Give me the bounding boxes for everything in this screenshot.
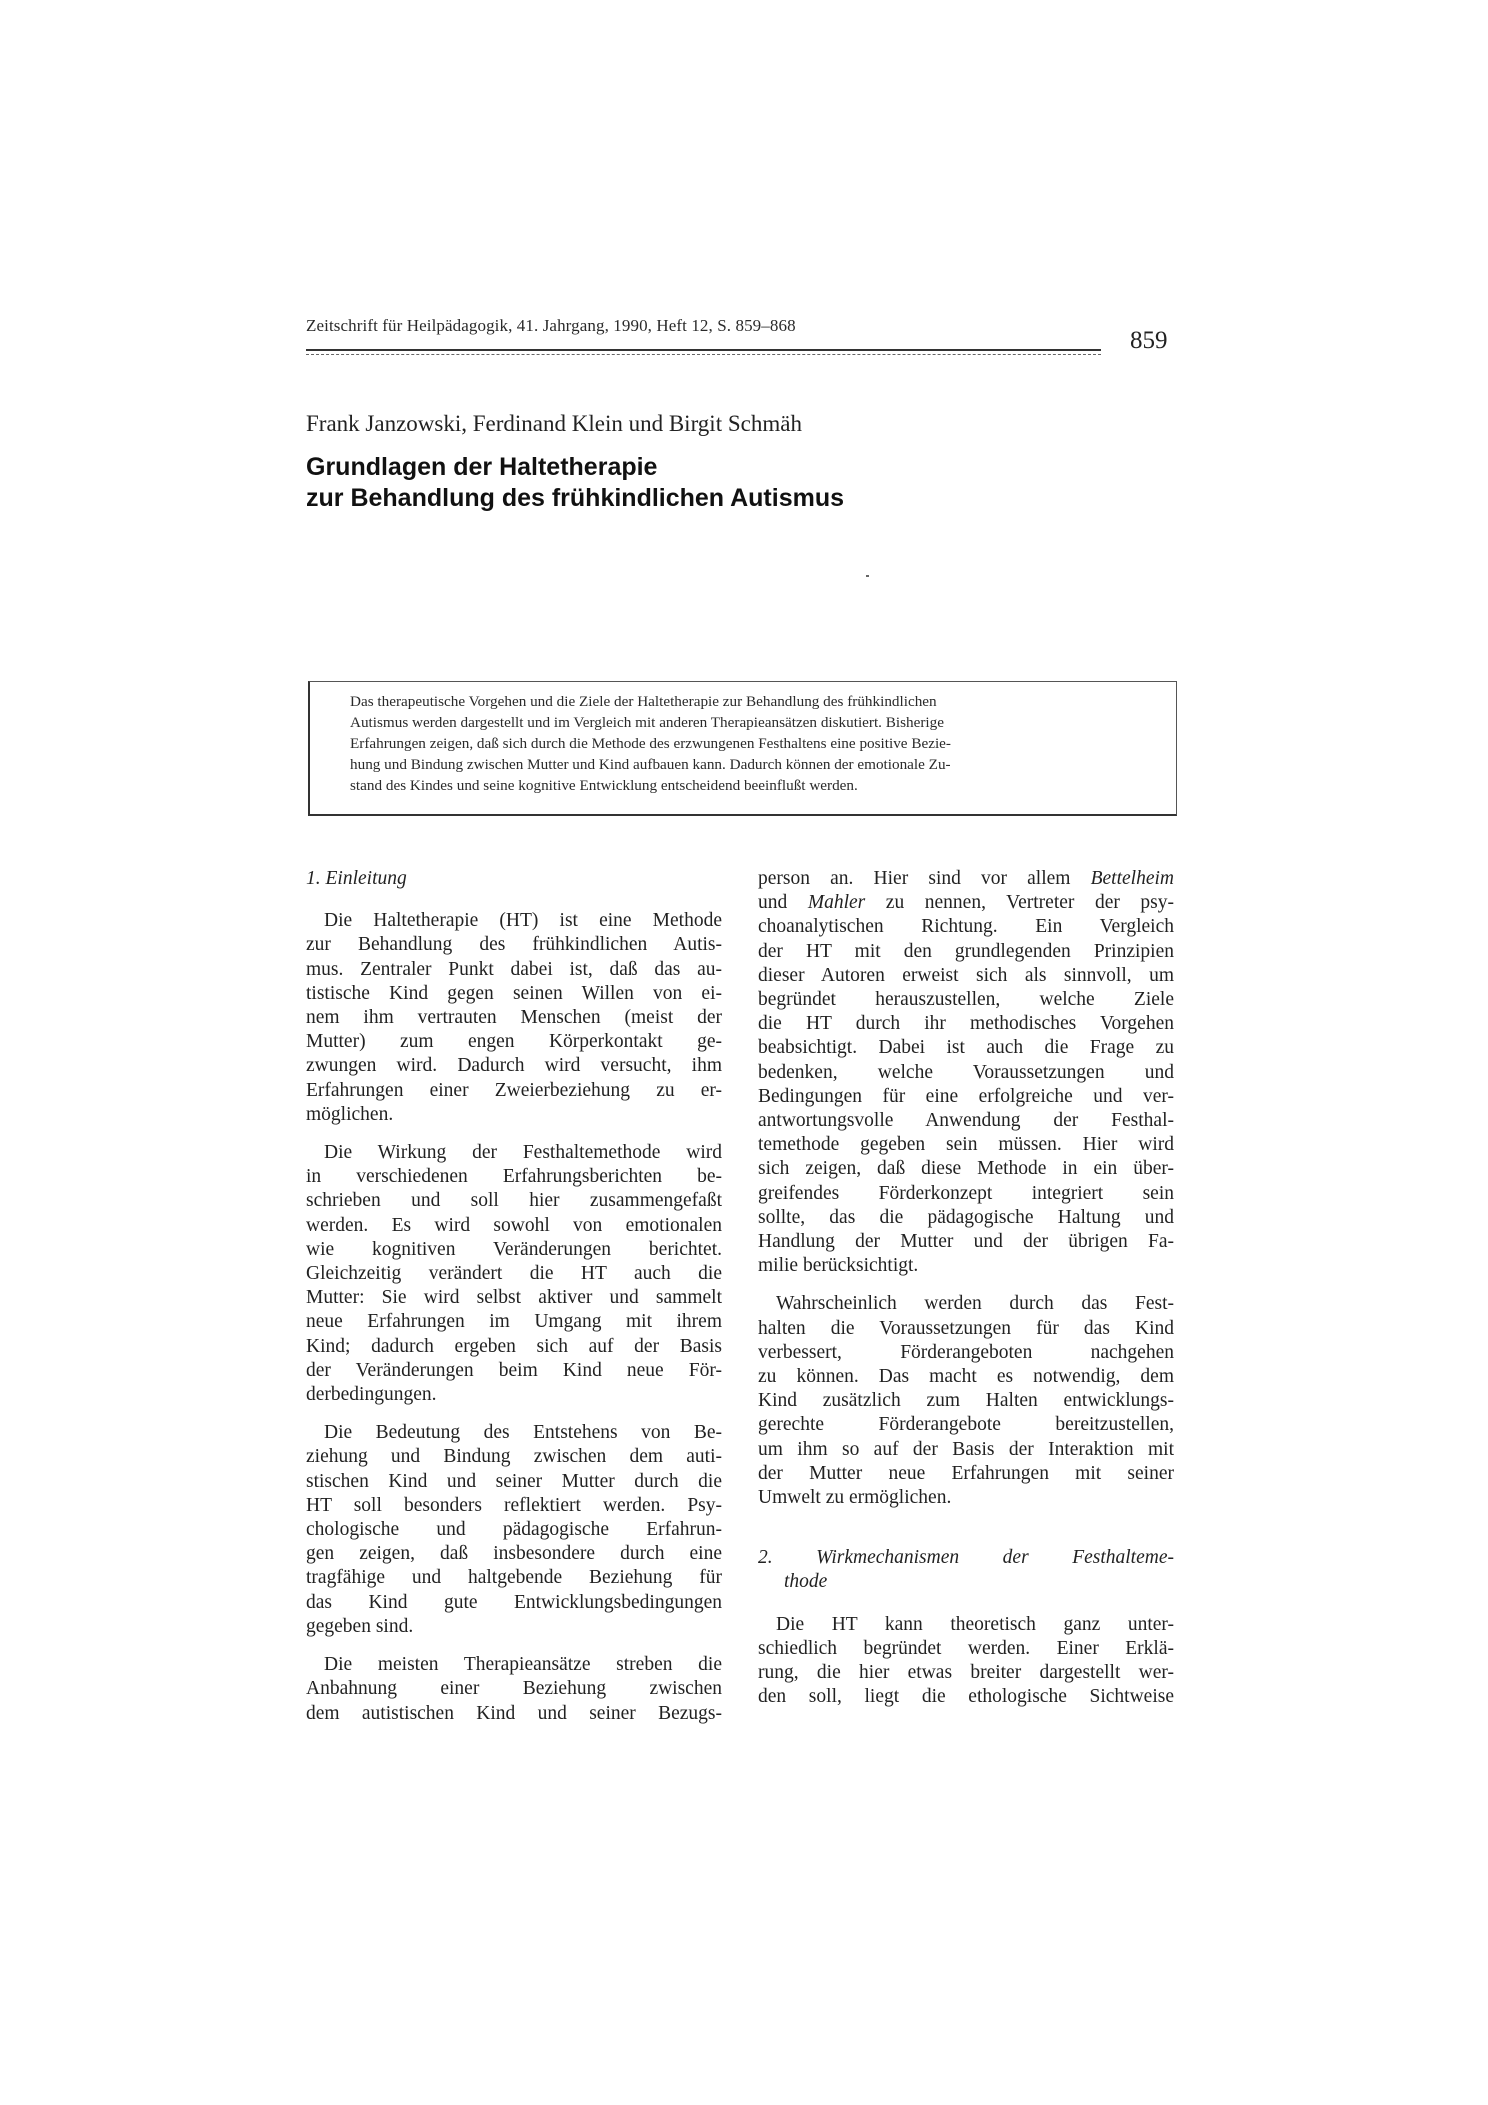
- text-line: nem ihm vertrauten Menschen (meist der: [306, 1007, 722, 1029]
- text-line: antwortungsvolle Anwendung der Festhal-: [758, 1110, 1174, 1132]
- abstract-line: hung und Bindung zwischen Mutter und Kind aufbauen kann. Dadurch können der emotionale Zu-: [350, 756, 951, 773]
- text-line: Wahrscheinlich werden durch das Fest-: [776, 1293, 1174, 1315]
- text-line: dem autistischen Kind und seiner Bezugs-: [306, 1702, 722, 1724]
- text-line: zu können. Das macht es notwendig, dem: [758, 1366, 1174, 1388]
- paragraph: [306, 1421, 722, 1639]
- author-name-mahler: Mahler: [807, 892, 866, 914]
- text-line: Die Wirkung der Festhaltemethode wird: [324, 1142, 722, 1164]
- text-line: greifendes Förderkonzept integriert sein: [758, 1182, 1174, 1204]
- text-line: [758, 867, 1174, 891]
- text-fragment: person an. Hier sind vor allem: [758, 868, 1091, 889]
- journal-reference: Zeitschrift für Heilpädagogik, 41. Jahrgang, 1990, Heft 12, S. 859–868: [306, 316, 796, 335]
- text-line: das Kind gute Entwicklungsbedingungen: [306, 1591, 722, 1613]
- text-line: Anbahnung einer Beziehung zwischen: [306, 1678, 722, 1700]
- text-line: Bedingungen für eine erfolgreiche und ver-: [758, 1085, 1174, 1107]
- text-fragment: und: [758, 892, 808, 914]
- text-line: [758, 891, 1174, 915]
- text-line: beabsichtigt. Dabei ist auch die Frage zu: [758, 1037, 1174, 1059]
- paragraph: [306, 909, 722, 1127]
- text-line: der Veränderungen beim Kind neue För-: [306, 1359, 722, 1381]
- text-line: Kind zusätzlich zum Halten entwicklungs-: [758, 1390, 1174, 1412]
- text-line: ziehung und Bindung zwischen dem auti-: [306, 1446, 722, 1468]
- text-line: gegeben sind.: [306, 1615, 414, 1637]
- text-line: choanalytischen Richtung. Ein Vergleich: [758, 916, 1174, 938]
- text-line: Erfahrungen einer Zweierbeziehung zu er-: [306, 1079, 722, 1101]
- author-name-bettelheim: Bettelheim: [1090, 868, 1174, 889]
- article-title: [306, 452, 1206, 514]
- text-line: chologische und pädagogische Erfahrun-: [306, 1519, 722, 1541]
- text-line: sich zeigen, daß diese Methode in ein über-: [758, 1158, 1174, 1180]
- text-line: dieser Autoren erweist sich als sinnvoll, um: [758, 964, 1174, 986]
- paragraph: [306, 1653, 722, 1726]
- heading-line: 2. Wirkmechanismen der Festhalteme-: [758, 1547, 1174, 1569]
- text-line: halten die Voraussetzungen für das Kind: [758, 1317, 1174, 1339]
- text-line: zur Behandlung des frühkindlichen Autis-: [306, 934, 722, 956]
- spacer: [758, 1524, 1174, 1546]
- title-line: zur Behandlung des frühkindlichen Autismus: [306, 484, 845, 512]
- text-line: zwungen wird. Dadurch wird versucht, ihm: [306, 1055, 722, 1077]
- text-line: verbessert, Förderangeboten nachgehen: [758, 1341, 1174, 1363]
- abstract-line: Das therapeutische Vorgehen und die Ziele der Haltetherapie zur Behandlung des frühkindlichen: [350, 693, 937, 710]
- text-line: Die HT kann theoretisch ganz unter-: [776, 1613, 1174, 1635]
- text-line: möglichen.: [306, 1103, 394, 1125]
- heading-line: 1. Einleitung: [306, 868, 407, 889]
- text-line: schiedlich begründet werden. Einer Erklä-: [758, 1637, 1174, 1659]
- text-line: derbedingungen.: [306, 1384, 437, 1406]
- left-column: [306, 867, 722, 1740]
- text-line: temethode gegeben sein müssen. Hier wird: [758, 1134, 1174, 1156]
- section-heading-einleitung: [306, 867, 722, 891]
- text-line: Umwelt zu ermöglichen.: [758, 1487, 952, 1509]
- text-line: HT soll besonders reflektiert werden. Psy-: [306, 1494, 722, 1516]
- text-line: sollte, das die pädagogische Haltung und: [758, 1206, 1174, 1228]
- text-line: tragfähige und haltgebende Beziehung für: [306, 1567, 722, 1589]
- text-line: neue Erfahrungen im Umgang mit ihrem: [306, 1311, 722, 1333]
- text-fragment: zu nennen, Vertreter der psy-: [865, 892, 1175, 914]
- text-line: schrieben und soll hier zusammengefaßt: [306, 1190, 722, 1212]
- text-line: mus. Zentraler Punkt dabei ist, daß das au-: [306, 958, 722, 980]
- text-line: Die Haltetherapie (HT) ist eine Methode: [324, 910, 722, 932]
- print-speck: [866, 575, 869, 577]
- section-heading-wirkmechanismen: [758, 1546, 1174, 1594]
- text-line: gen zeigen, daß insbesondere durch eine: [306, 1543, 722, 1565]
- title-line: Grundlagen der Haltetherapie: [306, 453, 658, 481]
- page-number: 859: [1130, 327, 1168, 354]
- text-line: tistische Kind gegen seinen Willen von ei-: [306, 982, 722, 1004]
- text-line: den soll, liegt die ethologische Sichtweise: [758, 1686, 1174, 1708]
- text-line: gerechte Förderangebote bereitzustellen,: [758, 1414, 1174, 1436]
- paragraph: [758, 1613, 1174, 1710]
- text-line: stischen Kind und seiner Mutter durch die: [306, 1470, 722, 1492]
- header-rule-secondary: [306, 354, 1101, 355]
- text-line: milie berücksichtigt.: [758, 1255, 919, 1277]
- text-line: in verschiedenen Erfahrungsberichten be-: [306, 1166, 722, 1188]
- abstract-line: Autismus werden dargestellt und im Vergleich mit anderen Therapieansätzen diskutiert. Bisherige: [350, 714, 944, 731]
- text-line: Mutter: Sie wird selbst aktiver und sammelt: [306, 1287, 722, 1309]
- text-line: Die Bedeutung des Entstehens von Be-: [324, 1422, 722, 1444]
- text-line: wie kognitiven Veränderungen berichtet.: [306, 1238, 722, 1260]
- abstract-line: stand des Kindes und seine kognitive Entwicklung entscheidend beeinflußt werden.: [350, 777, 858, 794]
- paragraph: [758, 1292, 1174, 1510]
- text-line: der Mutter neue Erfahrungen mit seiner: [758, 1462, 1174, 1484]
- right-column: [758, 867, 1174, 1724]
- article-authors: Frank Janzowski, Ferdinand Klein und Birgit Schmäh: [306, 411, 802, 436]
- text-line: Kind; dadurch ergeben sich auf der Basis: [306, 1335, 722, 1357]
- paragraph: [306, 1141, 722, 1407]
- abstract-line: Erfahrungen zeigen, daß sich durch die Methode des erzwungenen Festhaltens eine positive Bezie-: [350, 735, 951, 752]
- text-line: die HT durch ihr methodisches Vorgehen: [758, 1013, 1174, 1035]
- text-line: um ihm so auf der Basis der Interaktion mit: [758, 1438, 1174, 1460]
- text-line: Handlung der Mutter und der übrigen Fa-: [758, 1231, 1174, 1253]
- header-rule: [306, 349, 1101, 351]
- text-line: Gleichzeitig verändert die HT auch die: [306, 1263, 722, 1285]
- text-line: begründet herauszustellen, welche Ziele: [758, 989, 1174, 1011]
- abstract-box: [308, 681, 1177, 816]
- heading-line: thode: [784, 1571, 828, 1593]
- text-line: Mutter) zum engen Körperkontakt ge-: [306, 1031, 722, 1053]
- text-line: bedenken, welche Voraussetzungen und: [758, 1061, 1174, 1083]
- text-line: Die meisten Therapieansätze streben die: [324, 1654, 722, 1676]
- text-line: der HT mit den grundlegenden Prinzipien: [758, 940, 1174, 962]
- paragraph: [758, 867, 1174, 1278]
- text-line: werden. Es wird sowohl von emotionalen: [306, 1214, 722, 1236]
- text-line: rung, die hier etwas breiter dargestellt wer-: [758, 1662, 1174, 1684]
